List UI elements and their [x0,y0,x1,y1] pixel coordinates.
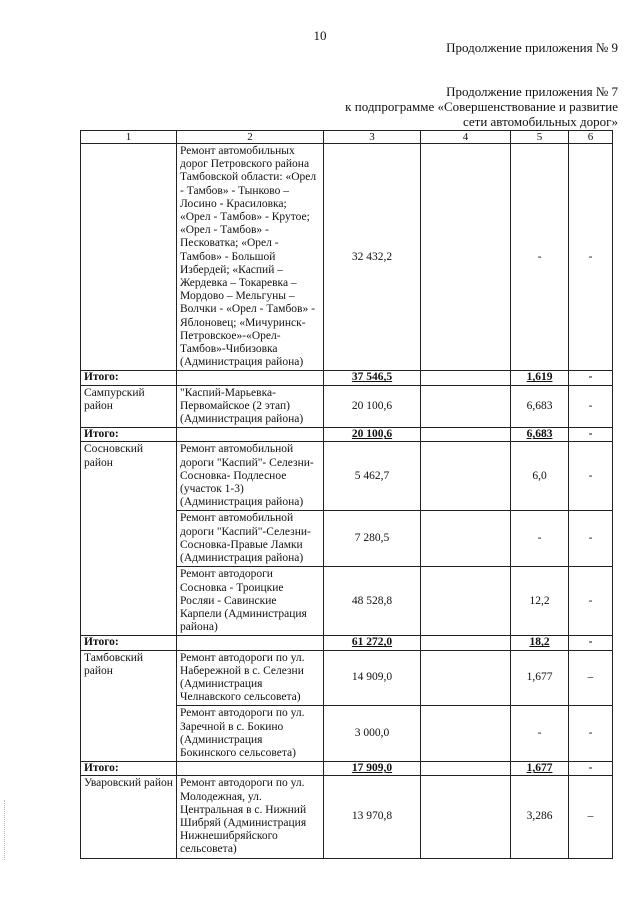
empty-cell [421,144,511,371]
margin-mark [4,800,7,860]
total-row [81,636,613,650]
empty-cell [421,442,511,511]
empty-cell [177,428,324,442]
table-row [81,650,613,706]
length-cell: - [511,511,569,567]
extra-cell: – [569,650,613,706]
total-row [81,428,613,442]
total-label: Итого: [81,762,177,776]
district-cell [81,144,177,371]
object-cell: Ремонт автодороги по ул. Набережной в с. Селезни (Администрация Челнавского сельсовета) [177,650,324,706]
district-cell: Сосновский район [81,442,177,636]
object-cell: Ремонт автомобильной дороги "Каспий"-Селезни-Сосновка-Правые Ламки (Администрация района) [177,511,324,567]
empty-cell [421,636,511,650]
empty-cell [421,776,511,858]
extra-cell: – [569,776,613,858]
extra-cell: - [569,706,613,762]
column-number: 4 [421,131,511,144]
length-cell: 3,286 [511,776,569,858]
sum-cell: 5 462,7 [324,442,421,511]
total-label: Итого: [81,371,177,385]
table-row [81,776,613,858]
column-number: 5 [511,131,569,144]
table-row [81,385,613,428]
object-cell: "Каспий-Марьевка-Первомайское (2 этап) (Администрация района) [177,385,324,428]
total-length: 18,2 [511,636,569,650]
total-extra: - [569,762,613,776]
sum-cell: 48 528,8 [324,567,421,636]
total-row [81,762,613,776]
appendix-9-caption: Продолжение приложения № 9 [446,40,618,55]
column-number: 6 [569,131,613,144]
empty-cell [421,706,511,762]
column-number: 2 [177,131,324,144]
sum-cell: 7 280,5 [324,511,421,567]
extra-cell: - [569,442,613,511]
total-sum: 17 909,0 [324,762,421,776]
empty-cell [177,636,324,650]
total-label: Итого: [81,428,177,442]
empty-cell [421,428,511,442]
district-cell: Уваровский район [81,776,177,858]
total-sum: 20 100,6 [324,428,421,442]
empty-cell [421,567,511,636]
total-extra: - [569,371,613,385]
column-number-row [81,131,613,144]
object-cell: Ремонт автомобильной дороги "Каспий"- Селезни-Сосновка- Подлесное (участок 1-3) (Администрация района) [177,442,324,511]
extra-cell: - [569,385,613,428]
empty-cell [421,511,511,567]
total-sum: 61 272,0 [324,636,421,650]
total-length: 1,619 [511,371,569,385]
empty-cell [421,650,511,706]
object-cell: Ремонт автодороги Сосновка - Троицкие Росляи - Савинские Карпели (Администрация района) [177,567,324,636]
appendix-7-line1: Продолжение приложения № 7 [446,84,618,99]
empty-cell [421,385,511,428]
extra-cell: - [569,144,613,371]
empty-cell [421,762,511,776]
empty-cell [421,371,511,385]
object-cell: Ремонт автодороги по ул. Заречной в с. Бокино (Администрация Бокинского сельсовета) [177,706,324,762]
object-cell: Ремонт автодороги по ул. Молодежная, ул. Центральная в с. Нижний Шибряй (Администрация Нижнешибряйского сельсовета) [177,776,324,858]
total-label: Итого: [81,636,177,650]
appendix-7-caption [345,84,618,129]
extra-cell: - [569,511,613,567]
total-extra: - [569,428,613,442]
empty-cell [177,762,324,776]
object-cell: Ремонт автомобильных дорог Петровского района Тамбовской области: «Орел - Тамбов» - Тынково – Лосино - Красиловка; «Орел - Тамбов» - Крутое; «Орел - Тамбов» - Песковатка; «Орел - Тамбов» - Большой Избердей; «Каспий – Жердевка – Токаревка – Мордово – Мельгуны – Волчки - «Орел - Тамбов» - Яблоновец; «Мичуринск-Петровское»-«Орел-Тамбов»-Чибизовка (Администрация района) [177,144,324,371]
length-cell: - [511,144,569,371]
table-row [81,144,613,371]
sum-cell: 3 000,0 [324,706,421,762]
sum-cell: 20 100,6 [324,385,421,428]
table-row [81,442,613,511]
total-row [81,371,613,385]
length-cell: 1,677 [511,650,569,706]
sum-cell: 14 909,0 [324,650,421,706]
page-number: 10 [313,28,327,43]
column-number: 1 [81,131,177,144]
district-cell: Сампурский район [81,385,177,428]
empty-cell [177,371,324,385]
appendix-7-line2: к подпрограмме «Совершенствование и развитие [345,99,618,114]
total-length: 6,683 [511,428,569,442]
length-cell: 12,2 [511,567,569,636]
length-cell: - [511,706,569,762]
total-extra: - [569,636,613,650]
appendix-7-line3: сети автомобильных дорог» [462,114,618,129]
sum-cell: 13 970,8 [324,776,421,858]
district-cell: Тамбовский район [81,650,177,762]
length-cell: 6,0 [511,442,569,511]
column-number: 3 [324,131,421,144]
sum-cell: 32 432,2 [324,144,421,371]
extra-cell: - [569,567,613,636]
total-sum: 37 546,5 [324,371,421,385]
total-length: 1,677 [511,762,569,776]
roads-table [80,130,613,859]
length-cell: 6,683 [511,385,569,428]
